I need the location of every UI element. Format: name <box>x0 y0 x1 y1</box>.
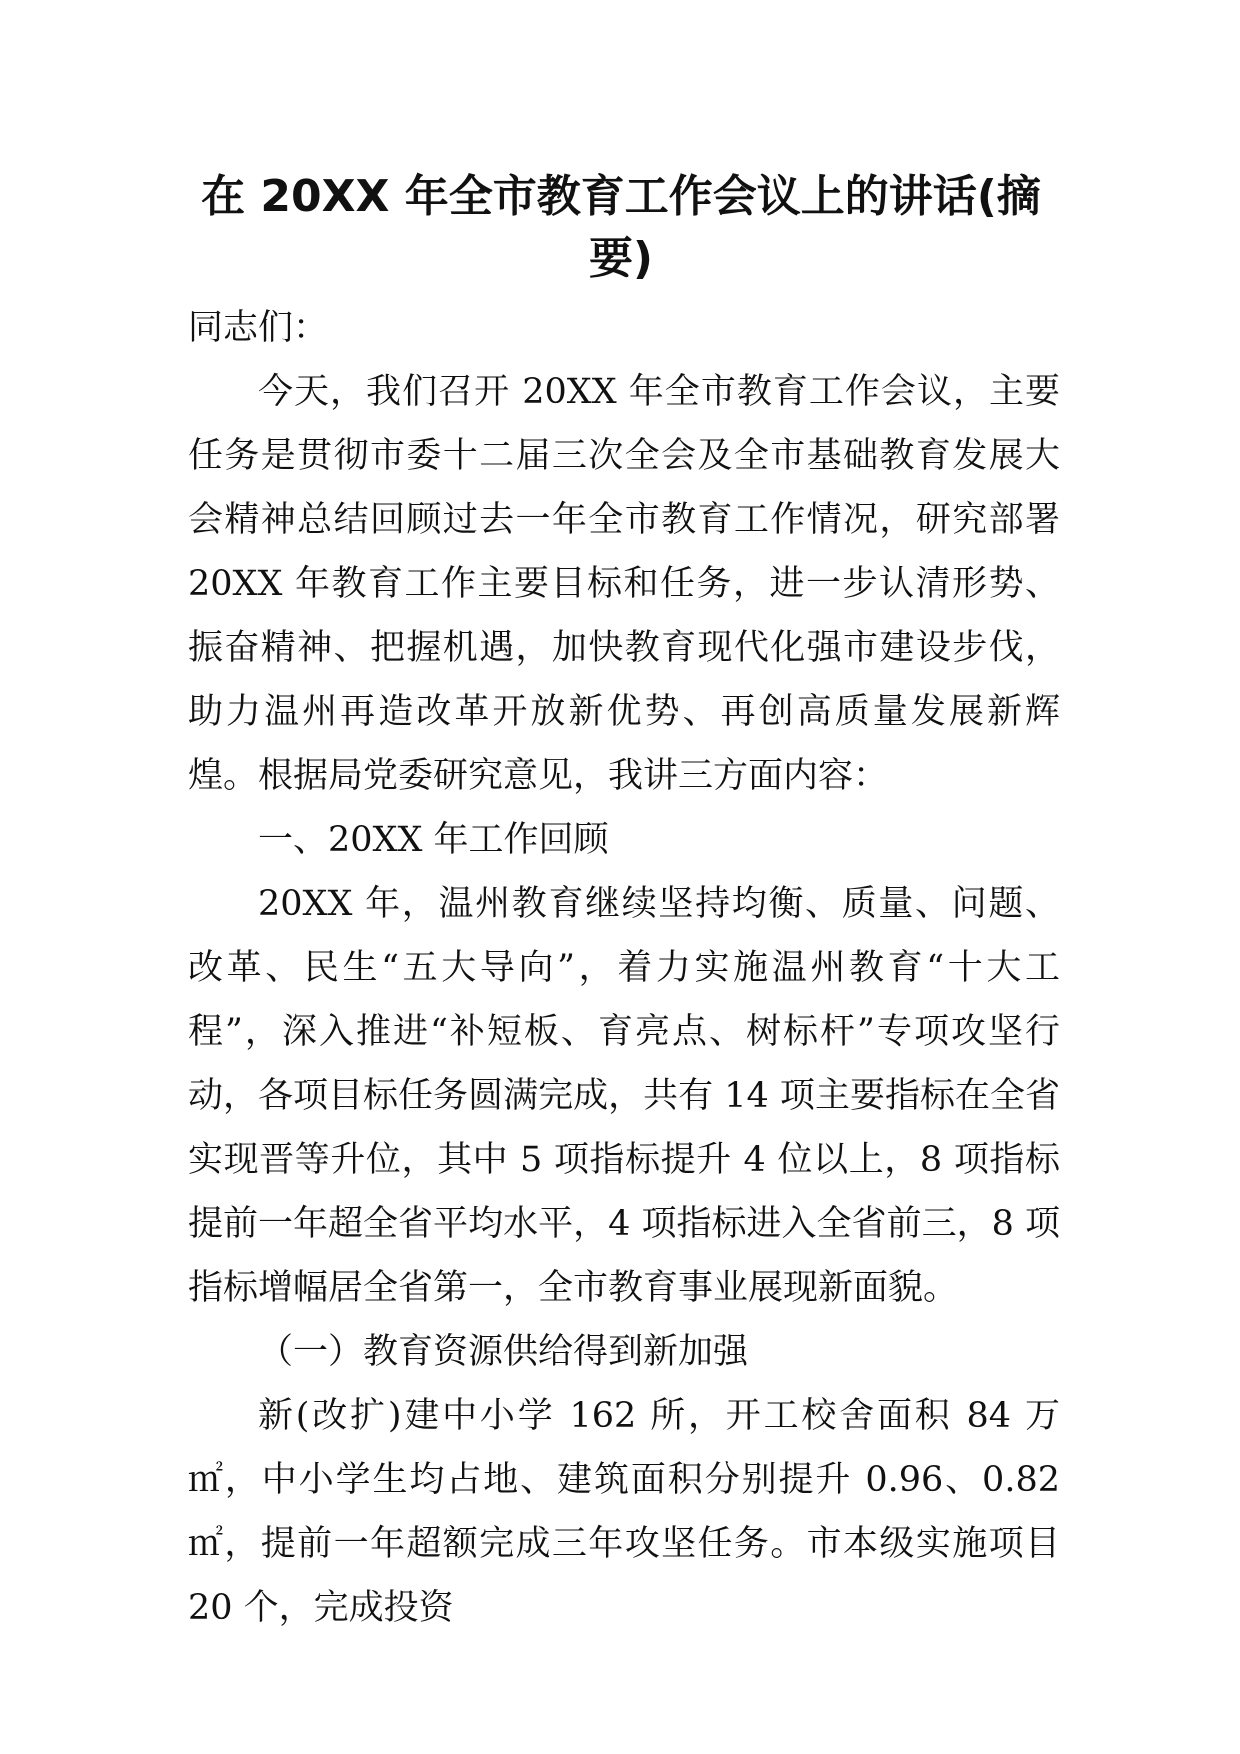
document-title: 在 20XX 年全市教育工作会议上的讲话(摘要) <box>201 171 1041 284</box>
paragraph-review: 20XX 年，温州教育继续坚持均衡、质量、问题、改革、民生“五大导向”，着力实施温州教育“十大工程”，深入推进“补短板、育亮点、树标杆”专项攻坚行动，各项目标任务圆满完成，共有 14 项主要指标在全省实现晋等升位，其中 5 项指标提升 4 位以上，8 项指标提前一年超全省平均水平，4 项指标进入全省前三，8 项指标增幅居全省第一，全市教育事业展现新面貌。 <box>188 884 1060 1308</box>
document-body <box>188 296 1060 1640</box>
subsection-heading-resources: （一）教育资源供给得到新加强 <box>258 1332 749 1372</box>
section-heading-review: 一、20XX 年工作回顾 <box>258 820 609 860</box>
paragraph-resources: 新(改扩)建中小学 162 所，开工校舍面积 84 万㎡，中小学生均占地、建筑面积分别提升 0.96、0.82㎡，提前一年超额完成三年攻坚任务。市本级实施项目 20 个，完成投资 <box>188 1396 1060 1628</box>
salutation: 同志们： <box>188 308 329 348</box>
paragraph-intro: 今天，我们召开 20XX 年全市教育工作会议，主要任务是贯彻市委十二届三次全会及全市基础教育发展大会精神总结回顾过去一年全市教育工作情况，研究部署 20XX 年教育工作主要目标和任务，进一步认清形势、振奋精神、把握机遇，加快教育现代化强市建设步伐，助力温州再造改革开放新优势、再创高质量发展新辉煌。根据局党委研究意见，我讲三方面内容： <box>188 372 1060 796</box>
